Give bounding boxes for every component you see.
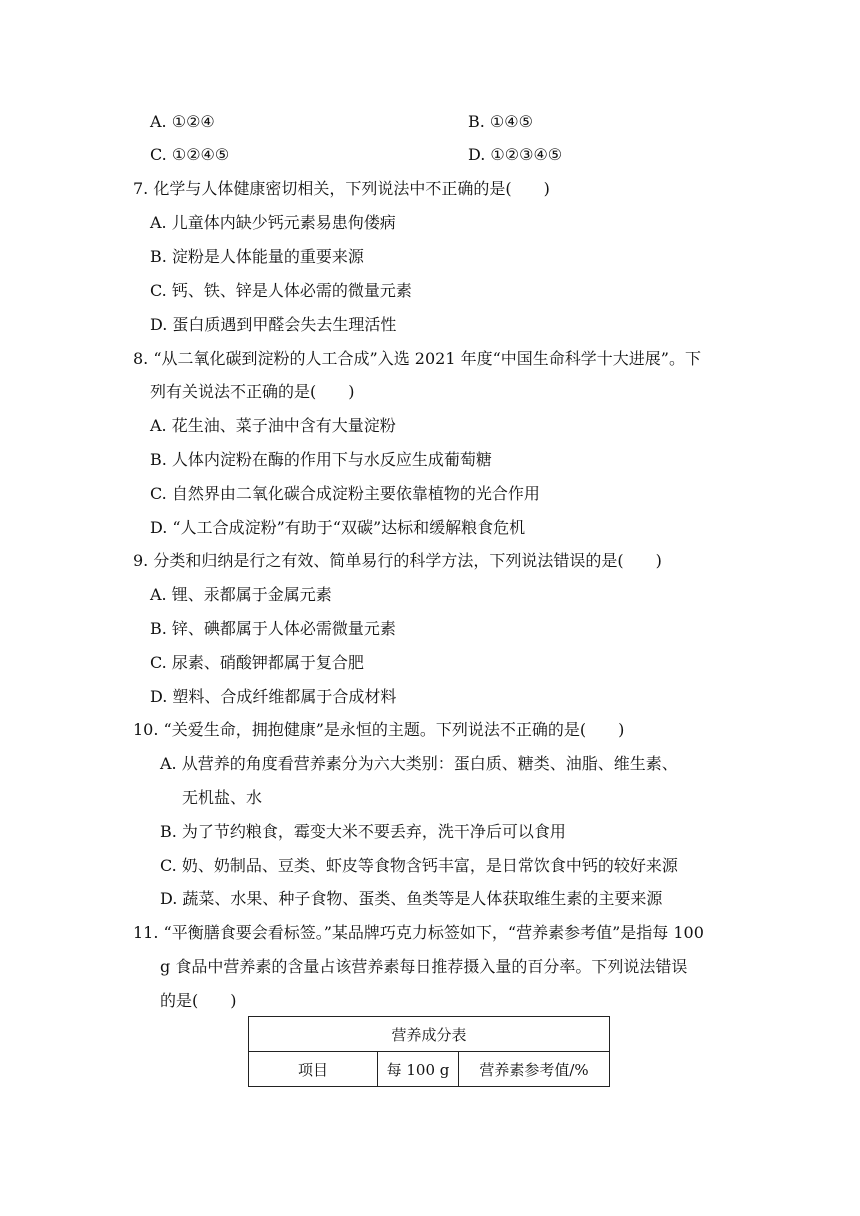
- q11-stem-line-3: 的是( ): [160, 991, 237, 1010]
- q9-stem: 9. 分类和归纳是行之有效、简单易行的科学方法，下列说法错误的是( ): [133, 551, 662, 570]
- nutrition-table: [248, 1016, 610, 1087]
- header-per-100g: 每 100 g: [378, 1052, 459, 1087]
- q10-option-c: C. 奶、奶制品、豆类、虾皮等食物含钙丰富，是日常饮食中钙的较好来源: [160, 856, 678, 875]
- q10-stem: 10. “关爱生命，拥抱健康”是永恒的主题。下列说法不正确的是( ): [133, 720, 625, 739]
- q10-option-d: D. 蔬菜、水果、种子食物、蛋类、鱼类等是人体获取维生素的主要来源: [160, 889, 663, 908]
- nutrition-table-header-row: [249, 1052, 610, 1087]
- q8-stem-line-1: 8. “从二氧化碳到淀粉的人工合成”入选 2021 年度“中国生命科学十大进展”。下: [133, 349, 701, 368]
- q11-stem-line-1: 11. “平衡膳食要会看标签。”某品牌巧克力标签如下，“营养素参考值”是指每 100: [133, 923, 704, 942]
- q6-option-b: B. ①④⑤: [468, 112, 533, 131]
- q8-option-c: C. 自然界由二氧化碳合成淀粉主要依靠植物的光合作用: [150, 484, 540, 503]
- q7-stem: 7. 化学与人体健康密切相关，下列说法中不正确的是( ): [133, 179, 550, 198]
- q6-option-c: C. ①②④⑤: [150, 145, 230, 164]
- q8-option-b: B. 人体内淀粉在酶的作用下与水反应生成葡萄糖: [150, 450, 492, 469]
- q10-option-b: B. 为了节约粮食，霉变大米不要丢弃，洗干净后可以食用: [160, 822, 566, 841]
- q7-option-b: B. 淀粉是人体能量的重要来源: [150, 247, 364, 266]
- q6-option-a: A. ①②④: [150, 112, 215, 131]
- header-nrv: 营养素参考值/%: [459, 1052, 610, 1087]
- nutrition-table-title: 营养成分表: [249, 1017, 610, 1052]
- q7-option-a: A. 儿童体内缺少钙元素易患佝偻病: [150, 213, 396, 232]
- q11-stem-line-2: g 食品中营养素的含量占该营养素每日推荐摄入量的百分率。下列说法错误: [160, 957, 688, 976]
- q7-option-d: D. 蛋白质遇到甲醛会失去生理活性: [150, 315, 397, 334]
- q7-option-c: C. 钙、铁、锌是人体必需的微量元素: [150, 281, 412, 300]
- q6-option-d: D. ①②③④⑤: [468, 145, 563, 164]
- nutrition-table-title-row: [249, 1017, 610, 1052]
- q10-option-a-line-2: 无机盐、水: [182, 788, 263, 807]
- q10-option-a-line-1: A. 从营养的角度看营养素分为六大类别：蛋白质、糖类、油脂、维生素、: [160, 754, 678, 773]
- q8-option-a: A. 花生油、菜子油中含有大量淀粉: [150, 416, 396, 435]
- q9-option-b: B. 锌、碘都属于人体必需微量元素: [150, 619, 396, 638]
- q8-stem-line-2: 列有关说法不正确的是( ): [150, 382, 355, 401]
- header-item: 项目: [249, 1052, 378, 1087]
- q9-option-d: D. 塑料、合成纤维都属于合成材料: [150, 687, 397, 706]
- q9-option-c: C. 尿素、硝酸钾都属于复合肥: [150, 653, 364, 672]
- q9-option-a: A. 锂、汞都属于金属元素: [150, 585, 332, 604]
- q8-option-d: D. “人工合成淀粉”有助于“双碳”达标和缓解粮食危机: [150, 518, 526, 537]
